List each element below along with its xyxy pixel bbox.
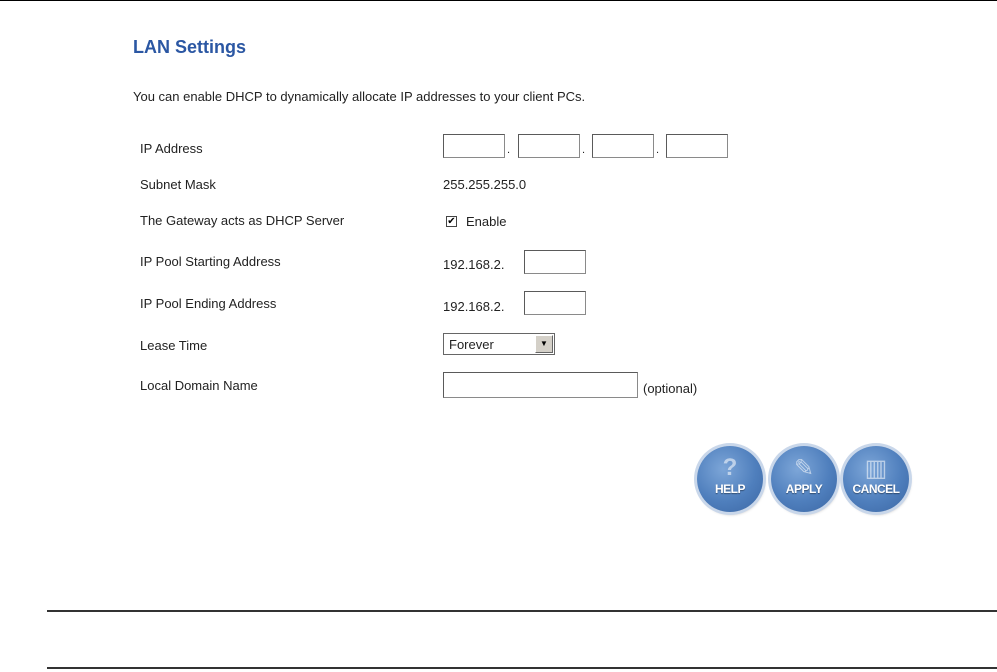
footer-divider-bottom bbox=[47, 667, 997, 669]
cancel-button-label: CANCEL bbox=[852, 482, 900, 496]
cancel-button[interactable] bbox=[843, 446, 909, 512]
pool-end-input[interactable] bbox=[524, 291, 586, 315]
ip-octet-1-input[interactable] bbox=[443, 134, 505, 158]
lease-time-value: Forever bbox=[449, 337, 494, 352]
pool-start-input[interactable] bbox=[524, 250, 586, 274]
help-button[interactable] bbox=[697, 446, 763, 512]
domain-name-hint: (optional) bbox=[643, 381, 698, 396]
dhcp-enable-checkbox[interactable]: ✔ bbox=[447, 216, 456, 227]
apply-button-label: APPLY bbox=[785, 482, 823, 496]
ip-separator: . bbox=[656, 144, 660, 156]
pool-end-label: IP Pool Ending Address bbox=[140, 296, 277, 311]
top-divider bbox=[0, 0, 997, 1]
apply-icon: ✎ bbox=[793, 455, 815, 482]
page-title: LAN Settings bbox=[133, 37, 247, 57]
chevron-down-icon[interactable]: ▼ bbox=[535, 335, 553, 353]
apply-button[interactable] bbox=[771, 446, 837, 512]
dhcp-enable-label: Enable bbox=[466, 214, 507, 229]
pool-end-prefix: 192.168.2. bbox=[443, 299, 505, 314]
ip-separator: . bbox=[582, 144, 586, 156]
dhcp-server-label: The Gateway acts as DHCP Server bbox=[140, 213, 345, 228]
cancel-icon: ▥ bbox=[864, 455, 888, 482]
lease-time-select[interactable] bbox=[443, 333, 555, 355]
ip-octet-2-input[interactable] bbox=[518, 134, 580, 158]
subnet-mask-label: Subnet Mask bbox=[140, 177, 216, 192]
pool-start-label: IP Pool Starting Address bbox=[140, 254, 281, 269]
domain-name-label: Local Domain Name bbox=[140, 378, 258, 393]
ip-octet-3-input[interactable] bbox=[592, 134, 654, 158]
help-button-label: HELP bbox=[714, 482, 745, 496]
lease-time-label: Lease Time bbox=[140, 338, 208, 353]
help-icon: ? bbox=[722, 454, 738, 481]
intro-text: You can enable DHCP to dynamically allocate IP addresses to your client PCs. bbox=[133, 89, 586, 104]
subnet-mask-value: 255.255.255.0 bbox=[443, 177, 527, 192]
pool-start-prefix: 192.168.2. bbox=[443, 257, 505, 272]
ip-address-label: IP Address bbox=[140, 141, 203, 156]
ip-separator: . bbox=[507, 144, 511, 156]
domain-name-input[interactable] bbox=[443, 372, 638, 398]
ip-octet-4-input[interactable] bbox=[666, 134, 728, 158]
footer-divider-top bbox=[47, 610, 997, 612]
